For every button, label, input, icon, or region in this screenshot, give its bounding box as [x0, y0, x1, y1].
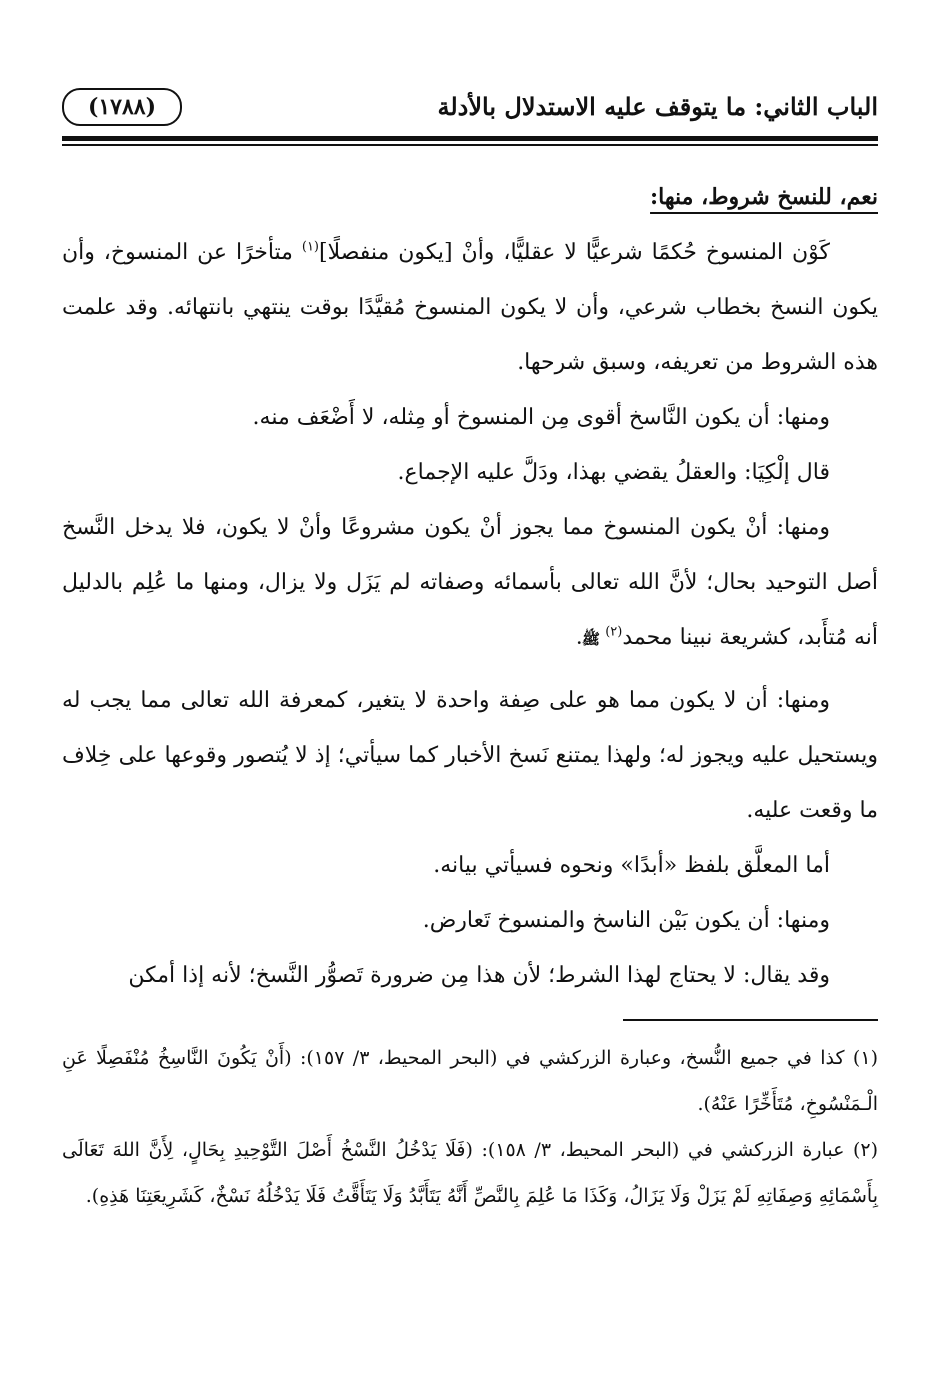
header-rule-thick — [62, 136, 878, 141]
page-header — [62, 88, 878, 132]
footnote-mark-2[interactable]: (٢) — [605, 624, 623, 640]
footnote-separator — [623, 1019, 878, 1021]
paragraph-contradiction: ومنها: أن يكون بَيْن الناسخ والمنسوخ تَعارض. — [422, 908, 830, 933]
main-text — [62, 170, 878, 1003]
footnote-mark-1[interactable]: (١) — [301, 239, 319, 255]
paragraph-abadan: أما المعلَّق بلفظ «أبدًا» ونحوه فسيأتي بيانه. — [433, 853, 830, 878]
footnote-1: (١) كذا في جميع النُّسخ، وعبارة الزركشي في (البحر المحيط، ٣/ ١٥٧): (أَنْ يَكُونَ النَّاسِخُ مُنْفَصِلًا عَنِ الْـمَنْسُوخِ، مُتَأَخِّرًا عَنْهُ). — [62, 1047, 878, 1115]
heading-text: نعم، للنسخ شروط، منها: — [650, 184, 878, 210]
section-heading — [62, 170, 878, 225]
running-title: الباب الثاني: ما يتوقف عليه الاستدلال بالأدلة — [437, 92, 878, 121]
paragraph-ilkiya-quote: قال إلْكِيَا: والعقلُ يقضي بهذا، ودَلَّ عليه الإجماع. — [397, 460, 830, 485]
paragraph-not-needed: وقد يقال: لا يحتاج لهذا الشرط؛ لأن هذا مِن ضرورة تَصوُّر النَّسخ؛ لأنه إذا أمكن — [128, 963, 830, 988]
paragraph-conditions — [62, 225, 878, 390]
paragraph-permissible-text: ومنها: أنْ يكون المنسوخ مما يجوز أنْ يكون مشروعًا وأنْ لا يكون، فلا يدخل النَّسخ أصل التوحيد بحال؛ لأنَّ الله تعالى بأسمائه وصفاته لم يَزَل ولا يزال، ومنها ما عُلِم بالدليل أنه مُتأَبد، كشريعة نبينا محمد — [62, 515, 878, 650]
paragraph-conditions-text-a: كَوْن المنسوخ حُكمًا شرعيًّا لا عقليًّا، وأنْ [يكون منفصلًا] — [319, 240, 830, 265]
paragraph-abrogator-stronger: ومنها: أن يكون النَّاسخ أقوى مِن المنسوخ أو مِثله، لا أَضْعَف منه. — [252, 405, 830, 430]
paragraph-unchanging: ومنها: أن لا يكون مما هو على صِفة واحدة لا يتغير، كمعرفة الله تعالى مما يجب له ويستحيل عليه ويجوز له؛ ولهذا يمتنع نَسخ الأخبار كما سيأتي؛ إذ لا يُتصور وقوعها على خِلاف ما وقعت عليه. — [62, 688, 878, 823]
header-rule-thin — [62, 144, 878, 146]
paragraph-permissible — [62, 500, 878, 667]
honorific-glyph: ﷺ. — [576, 630, 606, 648]
page-number: (١٧٨٨) — [62, 88, 182, 126]
footnotes — [62, 1035, 878, 1219]
paragraph-conditions-text-b: متأخرًا عن المنسوخ، وأن يكون النسخ بخطاب شرعي، وأن لا يكون المنسوخ مُقيَّدًا بوقت ينتهي بانتهائه. وقد علمت هذه الشروط من تعريفه، وسبق شرحها. — [62, 240, 878, 375]
footnote-2: (٢) عبارة الزركشي في (البحر المحيط، ٣/ ١٥٨): (فَلَا يَدْخُلُ النَّسْخُ أَصْلَ التَّوْحِيدِ بِحَالٍ، لِأَنَّ اللهَ تَعَالَى بِأَسْمَائِهِ وَصِفَاتِهِ لَمْ يَزَلْ وَلَا يَزَالُ، وَكَذَا مَا عُلِمَ بِالنَّصِّ أَنَّهُ يَتَأَبَّدُ وَلَا يَتَأَقَّتُ فَلَا يَدْخُلُهُ نَسْخٌ، كَشَرِيعَتِنَا هَذِهِ). — [62, 1139, 878, 1207]
